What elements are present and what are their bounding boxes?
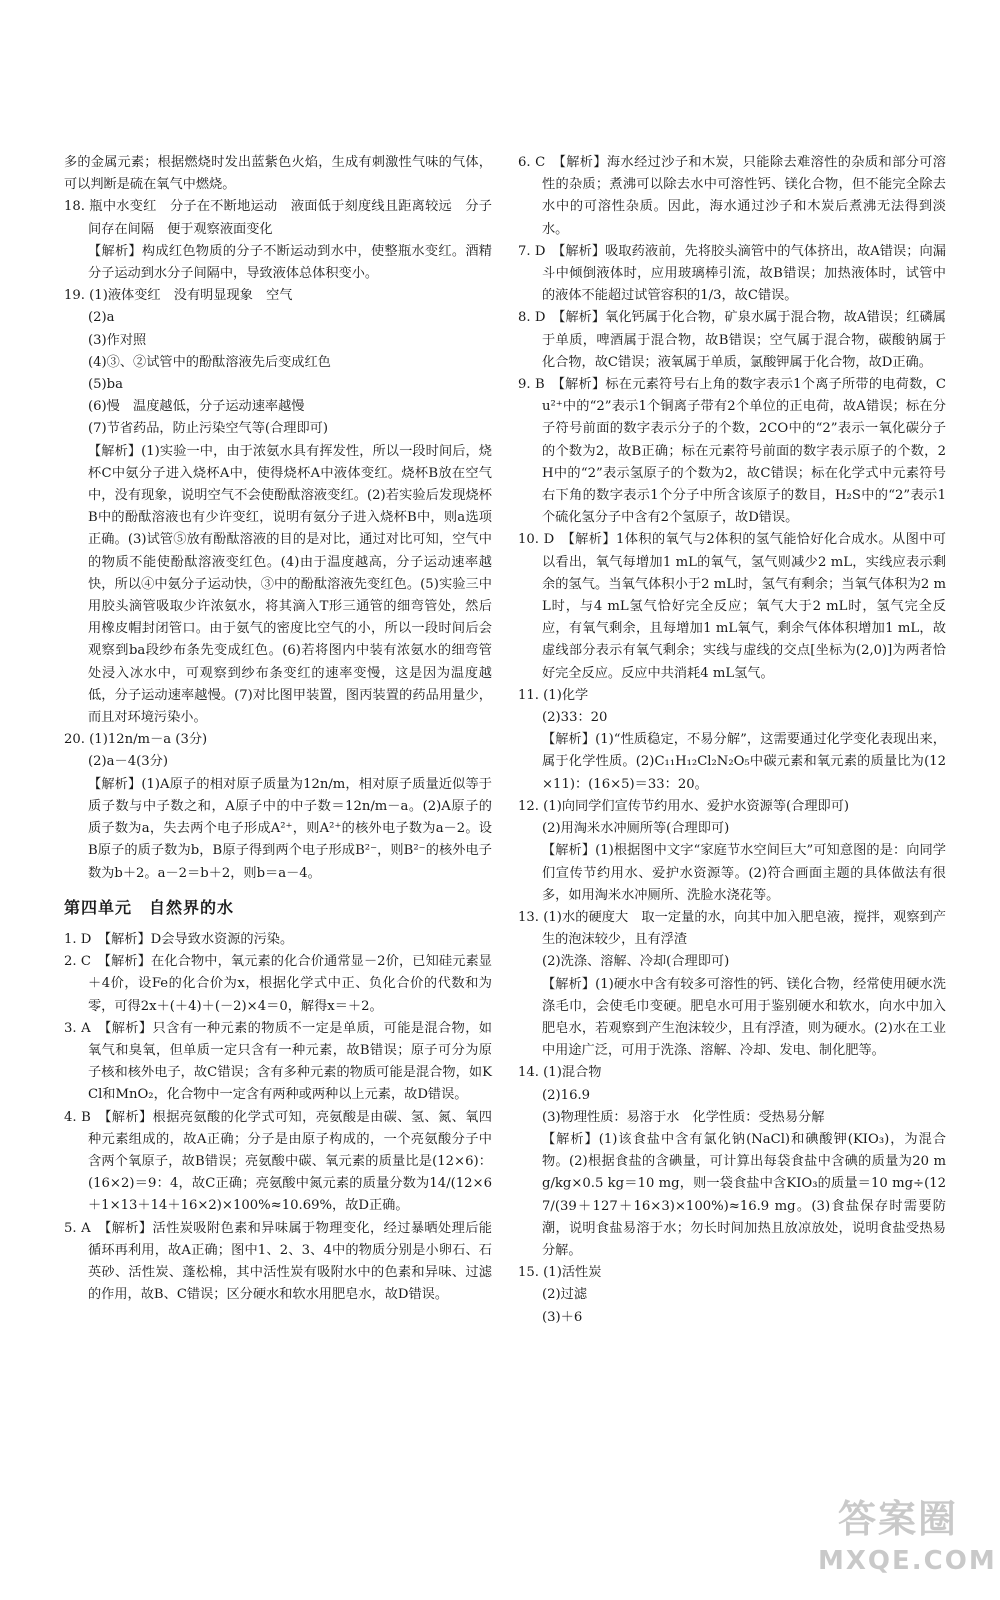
answer-line: 【解析】(1)根据图中文字“家庭节水空间巨大”可知意图的是：向同学们宣传节约用水、爱护水资源等。(2)符合画面主题的具体做法有很多，如用淘米水冲厕所、洗脸水浇花等。 [542, 843, 946, 903]
answer-line: (3)作对照 [88, 332, 147, 348]
question-item: 4. B 【解析】根据亮氨酸的化学式可知，亮氨酸是由碳、氢、氮、氧四种元素组成的，故A正确；分子是由原子构成的，一个亮氨酸分子中含两个氧原子，故B错误；亮氨酸中碳、氧元素的质量比是(12×6)：(16×2)＝9：4，故C正确；亮氨酸中氮元素的质量分数为14/(12×6＋1×13＋14＋16×2)×100%≈10.69%，故D正确。 [64, 1109, 492, 1214]
question-item: 7. D 【解析】吸取药液前，先将胶头滴管中的气体挤出，故A错误；向漏斗中倾倒液体时，应用玻璃棒引流，故B错误；加热液体时，试管中的液体不能超过试管容积的1/3，故C错误。 [518, 243, 946, 304]
question-item: 19. (1)液体变红 没有明显现象 空气 [64, 288, 293, 304]
question-item: 12. (1)向同学们宣传节约用水、爱护水资源等(合理即可) [518, 798, 850, 814]
unit-heading: 第四单元 自然界的水 [64, 897, 235, 917]
question-item: 8. D 【解析】氧化钙属于化合物，矿泉水属于混合物，故A错误；红磷属于单质，啤酒属于混合物，故B错误；空气属于混合物，碳酸钠属于化合物，故C错误；液氧属于单质，氯酸钾属于化合物，故D正确。 [518, 310, 946, 370]
right-column [518, 152, 946, 1329]
answer-line: (2)洗涤、溶解、冷却(合理即可) [542, 954, 730, 970]
answer-line: (5)ba [88, 377, 123, 393]
question-item: 10. D 【解析】1体积的氧气与2体积的氢气能恰好化合成水。从图中可以看出，氧气每增加1 mL的氧气，氢气则减少2 mL，实线应表示剩余的氢气。当氧气体积小于2 mL时，氢气有剩余；当氧气体积为2 mL时，与4 mL氢气恰好完全反应；氧气大于2 mL时，氢气完全反应，有氧气剩余，且每增加1 mL氧气，剩余气体体积增加1 mL，故虚线部分表示有氧气剩余；实线与虚线的交点[坐标为(2,0)]为两者恰好完全反应。反应中共消耗4 mL氢气。 [518, 532, 946, 681]
answer-line: (6)慢 温度越低，分子运动速率越慢 [88, 399, 305, 415]
answer-line: 【解析】构成红色物质的分子不断运动到水中，使整瓶水变红。酒精分子运动到水分子间隔中，导致液体总体积变小。 [88, 243, 492, 282]
question-item: 9. B 【解析】标在元素符号右上角的数字表示1个离子所带的电荷数，Cu²⁺中的“2”表示1个铜离子带有2个单位的正电荷，故A错误；标在分子符号前面的数字表示分子的个数，2CO中的“2”表示一氧化碳分子的个数为2，故B正确；标在元素符号前面的数字表示原子的个数，2H中的“2”表示氢原子的个数为2，故C错误；标在化学式中元素符号右下角的数字表示1个分子中所含该原子的数目，H₂S中的“2”表示1个硫化氢分子中含有2个氢原子，故D错误。 [518, 377, 946, 526]
watermark-url: MXQE.COM [818, 1546, 997, 1576]
question-item: 13. (1)水的硬度大 取一定量的水，向其中加入肥皂液，搅拌，观察到产生的泡沫较少，且有浮渣 [518, 909, 946, 948]
question-item: 20. (1)12n/m－a (3分) [64, 732, 208, 748]
answer-line: 【解析】(1)实验一中，由于浓氨水具有挥发性，所以一段时间后，烧杯C中氨分子进入烧杯A中，使得烧杯A中液体变红。烧杯B放在空气中，没有现象，说明空气不会使酚酞溶液变红。(2)若实验后发现烧杯B中的酚酞溶液也有少许变红，说明有氨分子进入烧杯B中，则a选项正确。(3)试管⑤放有酚酞溶液的目的是对比，通过对比可知，空气中的物质不能使酚酞溶液变红色。(4)由于温度越高，分子运动速率越快，所以④中氨分子运动快，③中的酚酞溶液先变红色。(5)实验三中用胶头滴管吸取少许浓氨水，将其滴入T形三通管的细弯管处，然后用橡皮帽封闭管口。由于氨气的密度比空气的小，所以一段时间后会观察到ba段纱布条先变成红色。(6)若将图内中装有浓氨水的细弯管处浸入冰水中，可观察到纱布条变红的速率变慢，这是因为温度越低，分子运动速率越慢。(7)对比图甲装置，图丙装置的药品用量少，而且对环境污染小。 [88, 443, 492, 726]
left-column [64, 152, 492, 1306]
answer-line: 【解析】(1)硬水中含有较多可溶性的钙、镁化合物，经常使用硬水洗涤毛巾，会使毛巾变硬。肥皂水可用于鉴别硬水和软水，向水中加入肥皂水，若观察到产生泡沫较少，且有浮渣，则为硬水。(2)水在工业中用途广泛，可用于洗涤、溶解、冷却、发电、制化肥等。 [542, 976, 946, 1059]
answer-line: 【解析】(1)A原子的相对原子质量为12n/m，相对原子质量近似等于质子数与中子数之和，A原子中的中子数＝12n/m－a。(2)A原子的质子数为a，失去两个电子形成A²⁺，则A²⁺的核外电子数为a－2。设B原子的质子数为b，B原子得到两个电子形成B²⁻，则B²⁻的核外电子数为b＋2。a－2＝b＋2，则b＝a－4。 [88, 776, 492, 881]
answer-line: 【解析】(1)该食盐中含有氯化钠(NaCl)和碘酸钾(KIO₃)，为混合物。(2)根据食盐的含碘量，可计算出每袋食盐中含碘的质量为20 mg/kg×0.5 kg＝10 mg，则一袋食盐中含KIO₃的质量＝10 mg÷(127/(39＋127＋16×3)×100%)≈16.9 mg。(3)食盐保存时需要防潮，说明食盐易溶于水；勿长时间加热且放凉放处，说明食盐受热易分解。 [542, 1131, 946, 1258]
answer-line: (3)物理性质：易溶于水 化学性质：受热易分解 [542, 1109, 825, 1125]
answer-line: (2)用淘米水冲厕所等(合理即可) [542, 821, 730, 837]
question-item: 1. D 【解析】D会导致水资源的污染。 [64, 931, 294, 947]
question-item: 2. C 【解析】在化合物中，氧元素的化合价通常显－2价，已知硅元素显＋4价，设Fe的化合价为x，根据化学式中正、负化合价的代数和为零，可得2x＋(＋4)＋(－2)×4＝0，解得x＝＋2。 [64, 954, 492, 1014]
answer-line: (2)过滤 [542, 1287, 588, 1303]
question-item: 15. (1)活性炭 [518, 1265, 602, 1281]
question-item: 6. C 【解析】海水经过沙子和木炭，只能除去难溶性的杂质和部分可溶性的杂质；煮沸可以除去水中可溶性钙、镁化合物，但不能完全除去水中的可溶性杂质。因此，海水通过沙子和木炭后煮沸无法得到淡水。 [518, 155, 946, 237]
question-item: 11. (1)化学 [518, 687, 589, 703]
answer-line: (7)节省药品，防止污染空气等(合理即可) [88, 421, 328, 437]
watermark-logo: 答案圈 [837, 1497, 958, 1541]
answer-line: (2)16.9 [542, 1087, 591, 1103]
continued-text: 多的金属元素；根据燃烧时发出蓝紫色火焰，生成有刺激性气味的气体，可以判断是硫在氧气中燃烧。 [64, 155, 492, 193]
question-item: 3. A 【解析】只含有一种元素的物质不一定是单质，可能是混合物，如氧气和臭氧，但单质一定只含有一种元素，故B错误；原子可分为原子核和核外电子，故C错误；含有多种元素的物质可能是混合物，如KCl和MnO₂，化合物中一定含有两种或两种以上元素，故D错误。 [64, 1020, 492, 1103]
answer-line: (2)a [88, 310, 115, 326]
question-item: 18. 瓶中水变红 分子在不断地运动 液面低于刻度线且距离较远 分子间存在间隔 便于观察液面变化 [64, 199, 492, 237]
answer-line: (4)③、②试管中的酚酞溶液先后变成红色 [88, 354, 331, 370]
question-item: 14. (1)混合物 [518, 1065, 602, 1081]
answer-line: (2)33：20 [542, 710, 608, 726]
answer-line: (2)a－4(3分) [88, 754, 168, 770]
answer-line: 【解析】(1)“性质稳定，不易分解”，这需要通过化学变化表现出来，属于化学性质。(2)C₁₁H₁₂Cl₂N₂O₅中碳元素和氧元素的质量比为(12×11)：(16×5)＝33：20。 [542, 732, 946, 792]
question-item: 5. A 【解析】活性炭吸附色素和异味属于物理变化，经过暴晒处理后能循环再利用，故A正确；图中1、2、3、4中的物质分别是小卵石、石英砂、活性炭、蓬松棉，其中活性炭有吸附水中的色素和异味、过滤的作用，故B、C错误；区分硬水和软水用肥皂水，故D错误。 [64, 1220, 492, 1303]
watermark [818, 1494, 997, 1594]
answer-line: (3)＋6 [542, 1309, 583, 1325]
